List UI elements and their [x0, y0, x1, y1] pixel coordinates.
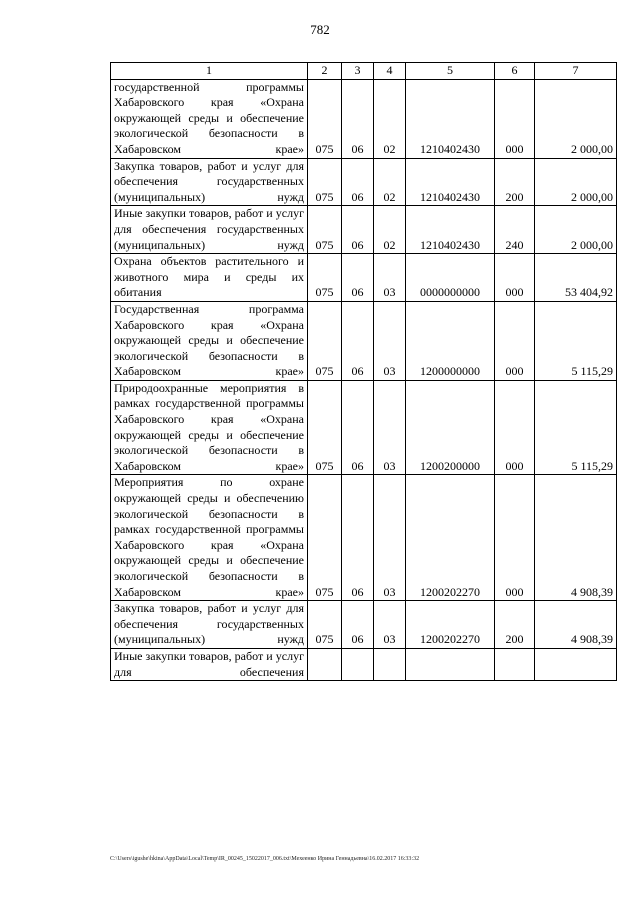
admin-code-cell: 075 [308, 380, 342, 475]
row-name: Закупка товаров, работ и услуг для обеспечения государственных (муниципальных) нужд [114, 158, 304, 204]
section-cell: 06 [342, 380, 374, 475]
table-row [111, 648, 617, 680]
row-name-cell [111, 648, 308, 680]
amount-cell: 5 115,29 [535, 380, 617, 475]
row-name: Мероприятия по охране окружающей среды и обеспечению экологической безопасности в рамках государственной программы Хабаровского края «Охрана окружающей среды и обеспечение экологической безопасности в Хабаровском крае» [114, 475, 304, 599]
section-cell: 06 [342, 79, 374, 158]
admin-code-cell [308, 648, 342, 680]
header-col-5: 5 [406, 63, 495, 80]
admin-code-cell: 075 [308, 206, 342, 254]
amount-cell: 2 000,00 [535, 79, 617, 158]
table-row [111, 301, 617, 380]
amount-cell: 5 115,29 [535, 301, 617, 380]
row-name-cell [111, 475, 308, 601]
admin-code-cell: 075 [308, 475, 342, 601]
subsection-cell [374, 648, 406, 680]
file-path-footer: C:\Users\igushe\hkina\AppData\Local\Temp\IR_00245_15022017_006.txt\Мехеенко Ирина Геннадьевна\16.02.2017 16:33:32 [110, 856, 420, 862]
target-article-cell: 1210402430 [406, 206, 495, 254]
section-cell: 06 [342, 475, 374, 601]
admin-code-cell: 075 [308, 301, 342, 380]
subsection-cell: 03 [374, 301, 406, 380]
target-article-cell: 1200200000 [406, 380, 495, 475]
target-article-cell [406, 648, 495, 680]
expense-type-cell [495, 648, 535, 680]
amount-cell [535, 648, 617, 680]
table-row [111, 206, 617, 254]
subsection-cell: 02 [374, 79, 406, 158]
header-col-2: 2 [308, 63, 342, 80]
row-name-cell [111, 206, 308, 254]
row-name: Природоохранные мероприятия в рамках государственной программы Хабаровского края «Охрана окружающей среды и обеспечение экологической безопасности в Хабаровском крае» [114, 380, 304, 473]
subsection-cell: 03 [374, 475, 406, 601]
expense-type-cell: 240 [495, 206, 535, 254]
row-name-cell [111, 601, 308, 649]
page-number: 782 [310, 22, 330, 37]
section-cell: 06 [342, 301, 374, 380]
row-name-cell [111, 380, 308, 475]
row-name-cell [111, 158, 308, 206]
amount-cell: 4 908,39 [535, 475, 617, 601]
expense-type-cell: 000 [495, 79, 535, 158]
admin-code-cell: 075 [308, 254, 342, 302]
expense-type-cell: 000 [495, 475, 535, 601]
section-cell: 06 [342, 158, 374, 206]
target-article-cell: 1200202270 [406, 601, 495, 649]
expense-type-cell: 200 [495, 158, 535, 206]
subsection-cell: 02 [374, 206, 406, 254]
row-name: Государственная программа Хабаровского края «Охрана окружающей среды и обеспечение экологической безопасности в Хабаровском крае» [114, 301, 304, 379]
table-row [111, 475, 617, 601]
section-cell: 06 [342, 601, 374, 649]
row-name: Охрана объектов растительного и животного мира и среды их обитания [114, 254, 304, 300]
table-row [111, 158, 617, 206]
subsection-cell: 02 [374, 158, 406, 206]
header-col-6: 6 [495, 63, 535, 80]
admin-code-cell: 075 [308, 158, 342, 206]
row-name-cell [111, 254, 308, 302]
target-article-cell: 1200202270 [406, 475, 495, 601]
expense-type-cell: 000 [495, 380, 535, 475]
header-col-4: 4 [374, 63, 406, 80]
admin-code-cell: 075 [308, 79, 342, 158]
table-row [111, 79, 617, 158]
row-name: государственной программы Хабаровского края «Охрана окружающей среды и обеспечение экологической безопасности в Хабаровском крае» [114, 79, 304, 156]
amount-cell: 53 404,92 [535, 254, 617, 302]
row-name: Иные закупки товаров, работ и услуг для обеспечения [114, 648, 304, 679]
row-name: Иные закупки товаров, работ и услуг для обеспечения государственных (муниципальных) нужд [114, 206, 304, 252]
target-article-cell: 0000000000 [406, 254, 495, 302]
row-name: Закупка товаров, работ и услуг для обеспечения государственных (муниципальных) нужд [114, 601, 304, 647]
target-article-cell: 1200000000 [406, 301, 495, 380]
amount-cell: 4 908,39 [535, 601, 617, 649]
header-row [111, 63, 617, 80]
row-name-cell [111, 301, 308, 380]
target-article-cell: 1210402430 [406, 79, 495, 158]
expense-type-cell: 000 [495, 301, 535, 380]
header-col-3: 3 [342, 63, 374, 80]
section-cell: 06 [342, 206, 374, 254]
expense-type-cell: 200 [495, 601, 535, 649]
subsection-cell: 03 [374, 254, 406, 302]
amount-cell: 2 000,00 [535, 158, 617, 206]
header-col-1: 1 [111, 63, 308, 80]
row-name-cell [111, 79, 308, 158]
subsection-cell: 03 [374, 380, 406, 475]
expense-type-cell: 000 [495, 254, 535, 302]
table-row [111, 380, 617, 475]
section-cell: 06 [342, 254, 374, 302]
budget-table [110, 62, 617, 681]
admin-code-cell: 075 [308, 601, 342, 649]
subsection-cell: 03 [374, 601, 406, 649]
table-row [111, 601, 617, 649]
target-article-cell: 1210402430 [406, 158, 495, 206]
section-cell [342, 648, 374, 680]
table-row [111, 254, 617, 302]
header-col-7: 7 [535, 63, 617, 80]
amount-cell: 2 000,00 [535, 206, 617, 254]
